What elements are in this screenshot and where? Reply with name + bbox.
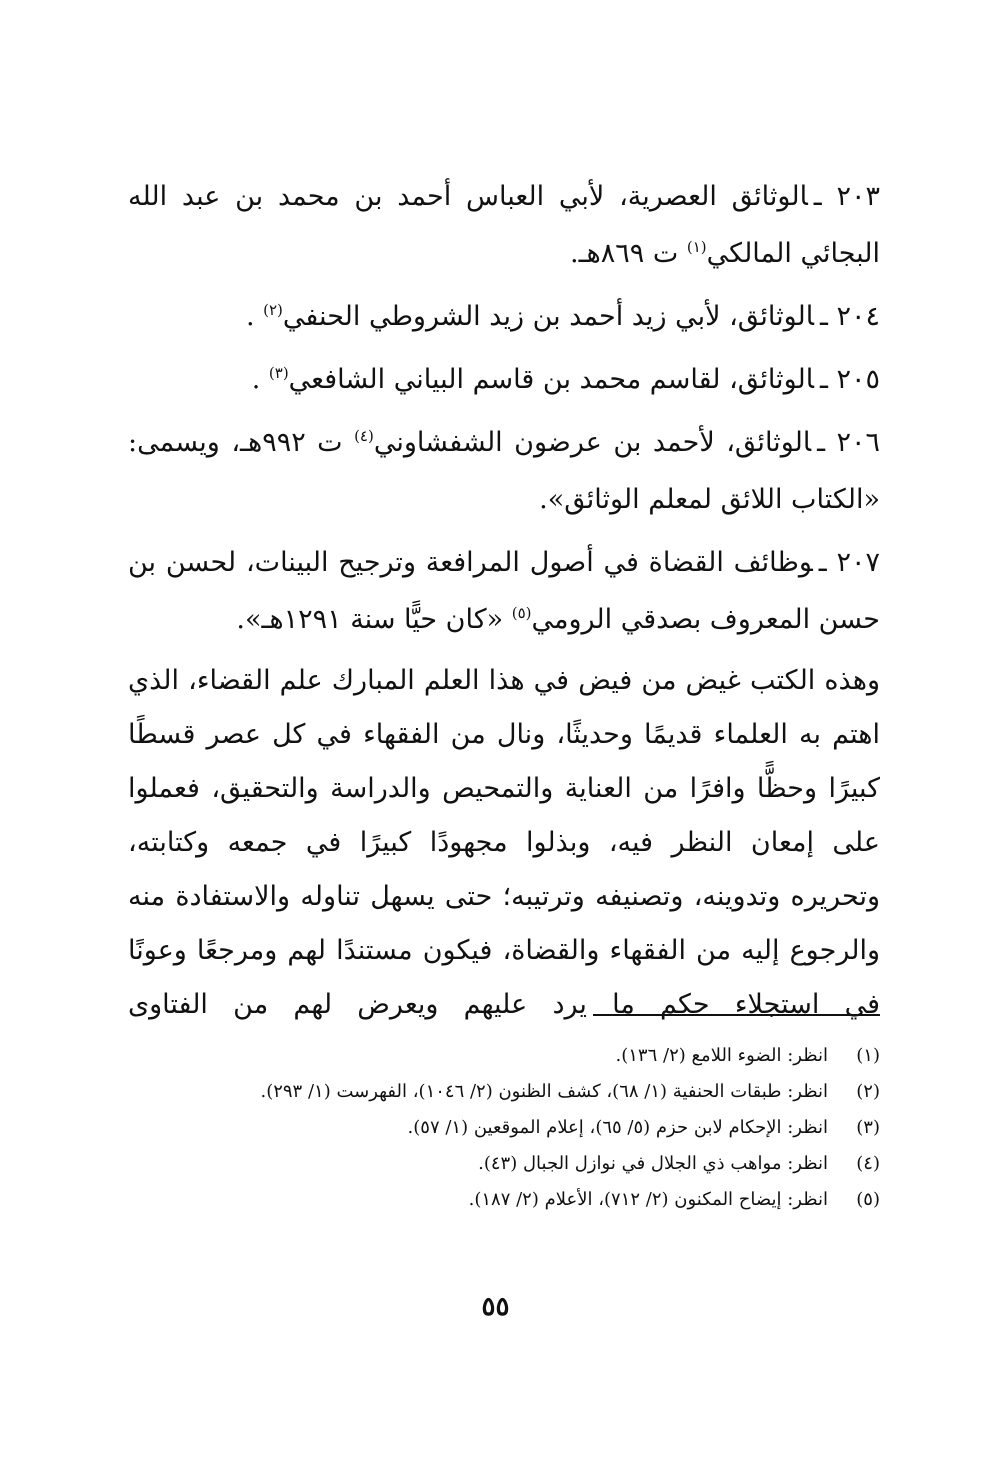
footnote-number: (٥) — [856, 1189, 880, 1210]
footnote-number: (٢) — [856, 1081, 880, 1102]
footnote-number: (٣) — [856, 1117, 880, 1138]
footnote-4 — [128, 1146, 880, 1182]
footnote-2 — [128, 1074, 880, 1110]
footnote-text: انظر: الضوء اللامع (٢/ ١٣٦). — [615, 1045, 828, 1066]
page-number: ٥٥ — [481, 1292, 510, 1322]
entry-text: الوثائق العصرية، لأبي العباس أحمد بن محمد بن عبد الله البجائي المالكي — [128, 181, 880, 269]
entry-207 — [128, 534, 880, 648]
footnote-ref: (٣) — [268, 364, 289, 382]
footnote-number: (٤) — [856, 1153, 880, 1174]
entry-tail: . — [245, 301, 264, 332]
footnote-5 — [128, 1182, 880, 1218]
footnote-text: انظر: الإحكام لابن حزم (٥/ ٦٥)، إعلام الموقعين (١/ ٥٧). — [407, 1117, 828, 1138]
entry-text: الوثائق، لأبي زيد أحمد بن زيد الشروطي الحنفي — [282, 301, 814, 332]
entry-203 — [128, 168, 880, 282]
entry-text: الوثائق، لأحمد بن عرضون الشفشاوني — [373, 427, 812, 458]
footnote-ref: (٤) — [354, 427, 374, 445]
footnote-3 — [128, 1110, 880, 1146]
entry-tail: ت ٩٩٢هـ، ويسمى: «الكتاب اللائق لمعلم الوثائق». — [128, 427, 880, 515]
entry-number: ٢٠٧ ـ — [818, 547, 880, 578]
footnotes — [128, 1038, 880, 1218]
entry-text: الوثائق، لقاسم محمد بن قاسم البياني الشافعي — [288, 364, 814, 395]
entry-number: ٢٠٤ ـ — [819, 301, 880, 332]
entry-number: ٢٠٣ ـ — [813, 181, 880, 212]
footnote-1 — [128, 1038, 880, 1074]
entry-tail: ت ٨٦٩هـ. — [570, 238, 687, 269]
entry-tail: «كان حيًّا سنة ١٢٩١هـ». — [236, 604, 512, 635]
footnote-number: (١) — [856, 1045, 880, 1066]
footnote-text: انظر: مواهب ذي الجلال في نوازل الجبال (٤٣). — [478, 1153, 828, 1174]
footnote-ref: (١) — [686, 238, 707, 256]
entry-number: ٢٠٥ ـ — [819, 364, 880, 395]
footnote-text: انظر: إيضاح المكنون (٢/ ٧١٢)، الأعلام (٢/ ١٨٧). — [468, 1189, 828, 1210]
footnote-text: انظر: طبقات الحنفية (١/ ٦٨)، كشف الظنون (٢/ ١٠٤٦)، الفهرست (١/ ٢٩٣). — [260, 1081, 828, 1102]
entry-tail: . — [251, 364, 269, 395]
entry-206 — [128, 414, 880, 528]
entry-text: وظائف القضاة في أصول المرافعة وترجيح البينات، لحسن بن حسن المعروف بصدقي الرومي — [128, 547, 880, 635]
footnote-divider — [593, 1014, 880, 1016]
entry-number: ٢٠٦ ـ — [817, 427, 881, 458]
main-text — [128, 168, 880, 1032]
footnote-ref: (٢) — [263, 301, 283, 319]
footnote-ref: (٥) — [511, 604, 532, 622]
entry-205 — [128, 351, 880, 408]
entry-204 — [128, 288, 880, 345]
body-paragraph: وهذه الكتب غيض من فيض في هذا العلم المبارك علم القضاء، الذي اهتم به العلماء قديمًا وحديثًا، ونال من الفقهاء في كل عصر قسطًا كبيرًا وحظًّا وافرًا من العناية والتمحيص والدراسة والتحقيق، فعملوا على إمعان النظر فيه، وبذلوا مجهودًا كبيرًا في جمعه وكتابته، وتحريره وتدوينه، وتصنيفه وترتيبه؛ حتى يسهل تناوله والاستفادة منه والرجوع إليه من الفقهاء والقضاة، فيكون مستندًا لهم ومرجعًا وعونًا في استجلاء حكم ما يرد عليهم ويعرض لهم من الفتاوى — [128, 665, 880, 1020]
